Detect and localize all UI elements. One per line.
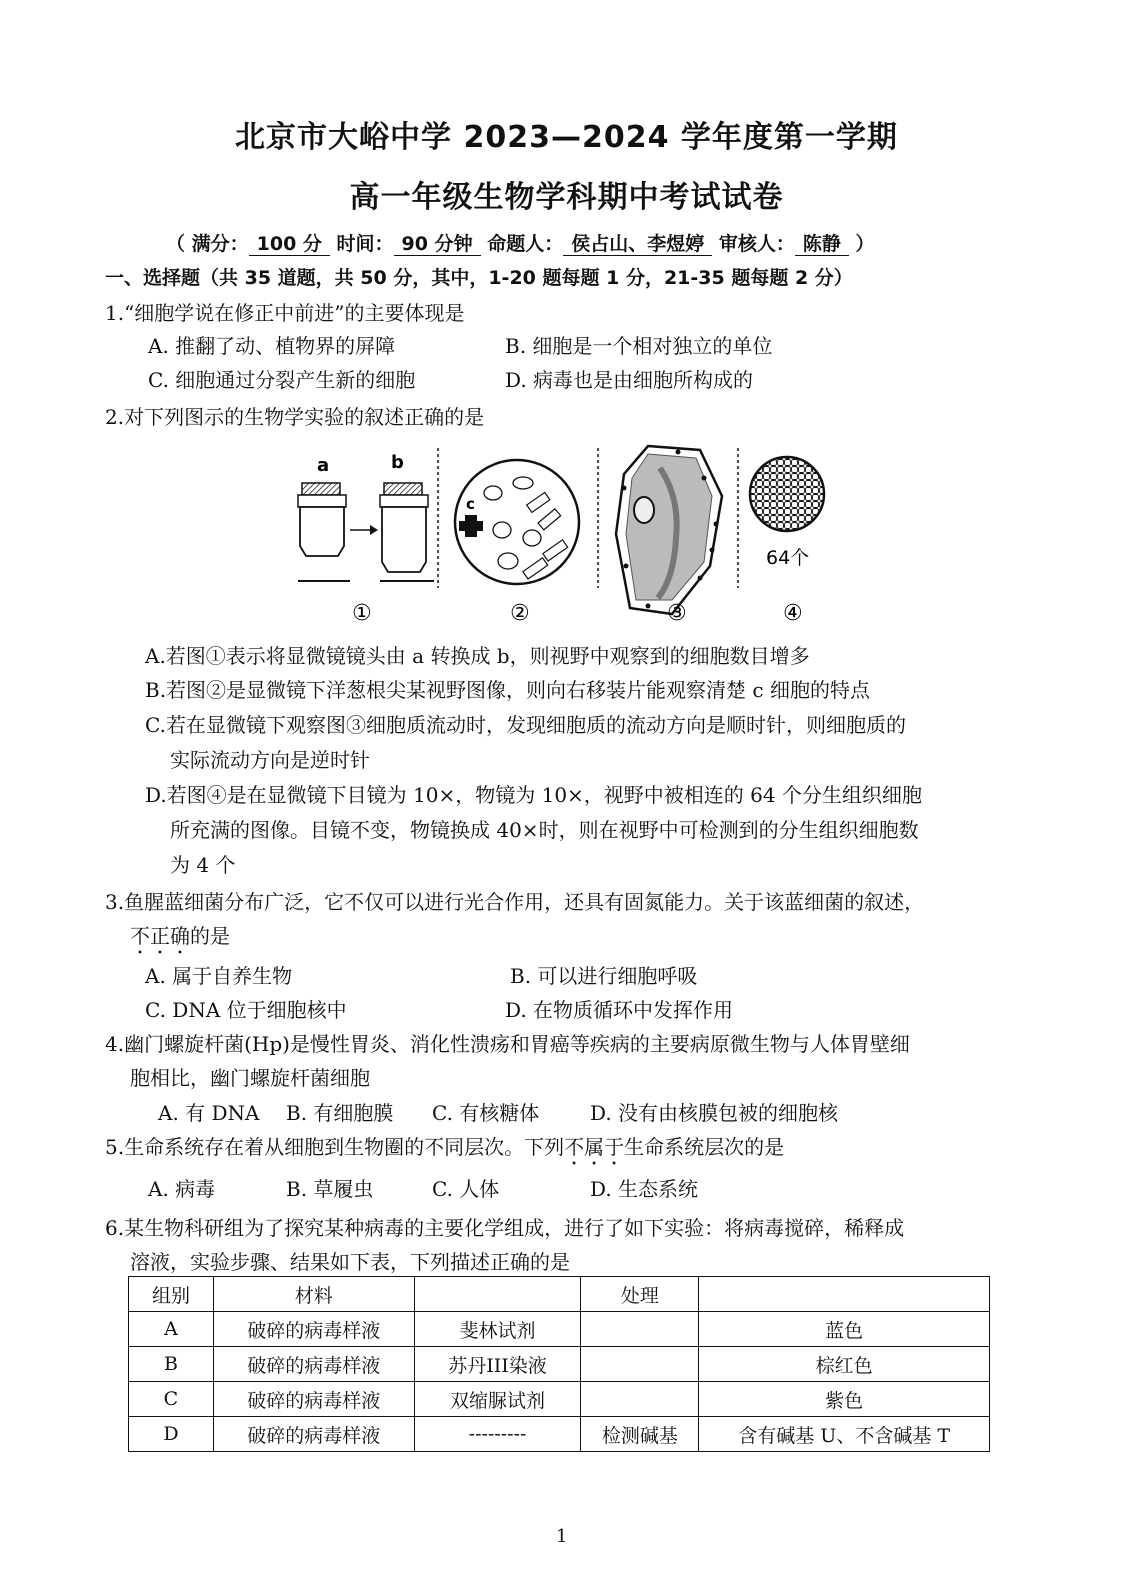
reviewer-label: 审核人： (718, 233, 795, 255)
score-value: 100 分 (249, 233, 330, 256)
q4-option-d: D. 没有由核膜包被的细胞核 (590, 1101, 839, 1125)
exam-title: 北京市大峪中学 2023—2024 学年度第一学期 (235, 120, 898, 155)
q5-stem-pre: 5.生命系统存在着从细胞到生物圈的不同层次。下列 (105, 1135, 565, 1159)
table-row (129, 1417, 990, 1452)
q2-stem: 2.对下列图示的生物学实验的叙述正确的是 (105, 405, 485, 429)
table-cell: C (129, 1382, 214, 1417)
table-row (129, 1347, 990, 1382)
meta-open: （ 满分： (166, 233, 249, 255)
q4-option-a: A. 有 DNA (158, 1101, 260, 1125)
page-number: 1 (556, 1526, 568, 1547)
q2-option-d-line3: 为 4 个 (170, 853, 236, 877)
q1-option-d: D. 病毒也是由细胞所构成的 (505, 368, 754, 392)
time-label: 时间： (336, 233, 394, 255)
table-cell: 破碎的病毒样液 (213, 1382, 414, 1417)
q5-option-b: B. 草履虫 (286, 1177, 374, 1201)
q2-option-d-line1: D.若图④是在显微镜下目镜为 10×，物镜为 10×，视野中被相连的 64 个分生组织细胞 (145, 783, 922, 807)
lens-label-b: b (391, 452, 404, 473)
table-header-cell (414, 1277, 581, 1312)
q4-stem-line1: 4.幽门螺旋杆菌(Hp)是慢性胃炎、消化性溃疡和胃癌等疾病的主要病原微生物与人体胃壁细 (105, 1032, 910, 1056)
objective-lens-b (380, 483, 434, 581)
table-cell: B (129, 1347, 214, 1382)
experiment-table (128, 1276, 990, 1452)
q6-stem-line2: 溶液，实验步骤、结果如下表，下列描述正确的是 (130, 1250, 570, 1274)
panel-3-label: ③ (667, 601, 687, 626)
author-value: 侯占山、李煜婷 (563, 233, 712, 256)
q1-option-a: A. 推翻了动、植物界的屏障 (148, 334, 396, 358)
table-cell: 蓝色 (699, 1312, 990, 1347)
q2-option-b: B.若图②是显微镜下洋葱根尖某视野图像，则向右移装片能观察清楚 c 细胞的特点 (145, 678, 870, 702)
q3-option-b: B. 可以进行细胞呼吸 (510, 964, 698, 988)
q4-option-b: B. 有细胞膜 (286, 1101, 394, 1125)
table-cell: --------- (414, 1417, 581, 1452)
q2-option-c-line2: 实际流动方向是逆时针 (170, 748, 370, 772)
table-cell: A (129, 1312, 214, 1347)
q4-option-c: C. 有核糖体 (432, 1101, 540, 1125)
table-cell: 破碎的病毒样液 (213, 1417, 414, 1452)
table-cell: 含有碱基 U、不含碱基 T (699, 1417, 990, 1452)
table-cell (581, 1347, 699, 1382)
q5-emphasis: 不属于 (564, 1135, 625, 1159)
table-cell: 紫色 (699, 1382, 990, 1417)
cell-grid-field (750, 457, 824, 569)
author-label: 命题人： (487, 233, 564, 255)
root-tip-field (455, 460, 579, 584)
arrow-icon (350, 525, 378, 535)
q5-stem-post: 生命系统层次的是 (624, 1135, 785, 1159)
cell-count-label: 64个 (766, 547, 810, 569)
table-row (129, 1382, 990, 1417)
q3-option-a: A. 属于自养生物 (145, 964, 293, 988)
table-cell: 检测碱基 (581, 1417, 699, 1452)
q3-option-c: C. DNA 位于细胞核中 (145, 998, 347, 1022)
q1-stem: 1.“细胞学说在修正中前进”的主要体现是 (105, 301, 465, 325)
q3-option-d: D. 在物质循环中发挥作用 (505, 998, 734, 1022)
section-title: 一、选择题（共 35 道题，共 50 分，其中，1-20 题每题 1 分，21-35 题每题 2 分） (105, 267, 853, 289)
exam-subtitle: 高一年级生物学科期中考试试卷 (349, 180, 784, 215)
exam-meta (166, 229, 875, 256)
table-cell: 苏丹III染液 (414, 1347, 581, 1382)
table-cell: 棕红色 (699, 1347, 990, 1382)
q5-option-d: D. 生态系统 (590, 1177, 699, 1201)
q3-emphasis: 不正确 (130, 924, 190, 948)
q3-stem-line2 (130, 920, 230, 959)
cell-label-c: c (466, 495, 475, 513)
q3-stem-rest: 的是 (190, 924, 230, 948)
table-header-row (129, 1277, 990, 1312)
q4-stem-line2: 胞相比，幽门螺旋杆菌细胞 (130, 1066, 370, 1090)
q2-option-c-line1: C.若在显微镜下观察图③细胞质流动时，发现细胞质的流动方向是顺时针，则细胞质的 (145, 713, 906, 737)
table-cell: 破碎的病毒样液 (213, 1312, 414, 1347)
reviewer-value: 陈静 (795, 233, 849, 256)
table-header-cell (699, 1277, 990, 1312)
table-cell: 双缩脲试剂 (414, 1382, 581, 1417)
table-cell (581, 1312, 699, 1347)
q1-option-b: B. 细胞是一个相对独立的单位 (505, 334, 773, 358)
q5-option-c: C. 人体 (432, 1177, 500, 1201)
microscope-figure (280, 438, 850, 634)
table-header-cell: 材料 (213, 1277, 414, 1312)
plant-cell (616, 446, 722, 614)
q2-option-a: A.若图①表示将显微镜镜头由 a 转换成 b，则视野中观察到的细胞数目增多 (145, 644, 810, 668)
panel-4-label: ④ (783, 601, 803, 626)
q5-stem (105, 1131, 784, 1170)
meta-close: ） (855, 233, 875, 255)
objective-lens-a (298, 483, 350, 581)
table-cell (581, 1382, 699, 1417)
table-header-cell: 处理 (581, 1277, 699, 1312)
table-header-cell: 组别 (129, 1277, 214, 1312)
q5-option-a: A. 病毒 (148, 1177, 216, 1201)
panel-1-label: ① (352, 601, 372, 626)
table-cell: 斐林试剂 (414, 1312, 581, 1347)
table-row (129, 1312, 990, 1347)
table-cell: 破碎的病毒样液 (213, 1347, 414, 1382)
table-cell: D (129, 1417, 214, 1452)
q1-option-c: C. 细胞通过分裂产生新的细胞 (148, 368, 416, 392)
q2-option-d-line2: 所充满的图像。目镜不变，物镜换成 40×时，则在视野中可检测到的分生组织细胞数 (170, 818, 919, 842)
q6-stem-line1: 6.某生物科研组为了探究某种病毒的主要化学组成，进行了如下实验：将病毒搅碎，稀释成 (105, 1216, 905, 1240)
time-value: 90 分钟 (394, 233, 481, 256)
panel-2-label: ② (510, 601, 530, 626)
lens-label-a: a (317, 455, 330, 476)
q3-stem-line1: 3.鱼腥蓝细菌分布广泛，它不仅可以进行光合作用，还具有固氮能力。关于该蓝细菌的叙述， (105, 890, 925, 914)
